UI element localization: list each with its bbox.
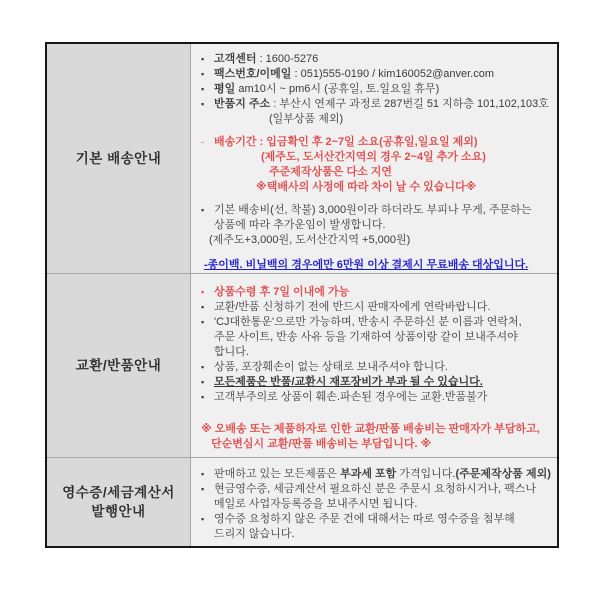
notice-line	[201, 233, 553, 248]
notice-line	[201, 97, 553, 112]
bullet-marker: ▪	[201, 84, 205, 94]
basic-shipping-row	[47, 44, 557, 273]
text-segment: 배송기간 : 입금확인 후 2~7일 소요(공휴일,일요일 제외)	[214, 136, 478, 148]
text-segment: : 1600-5276	[256, 53, 319, 65]
text-segment: 평일	[214, 83, 236, 95]
notice-line	[201, 67, 553, 82]
text-segment: 교환/반품 신청하기 전에 반드시 판매자에게 연락바랍니다.	[214, 301, 491, 313]
notice-line-text	[214, 360, 448, 375]
bullet-marker: ▪	[201, 287, 205, 297]
text-segment: (제주도, 도서산간지역의 경우 2~4일 추가 소요)	[261, 151, 486, 163]
bullet-marker: ▪	[201, 362, 205, 372]
text-segment: 합니다.	[214, 346, 249, 358]
notice-line-text	[204, 258, 528, 273]
notice-line-text	[214, 135, 478, 150]
notice-line-text	[269, 165, 392, 180]
text-segment: 영수증 요청하지 않은 주문 건에 대해서는 따로 영수증을 첨부해	[214, 513, 515, 525]
bullet-marker: ▪	[201, 377, 205, 387]
text-segment: -종이백. 비닐백의 경우에만 6만원 이상 결제시 무료배송 대상입니다.	[204, 259, 529, 271]
notice-line	[201, 467, 553, 482]
text-segment: (일부상품 제외)	[269, 113, 344, 125]
row-content-cell	[191, 44, 557, 273]
notice-line	[201, 345, 553, 360]
notice-line-text	[214, 467, 551, 482]
notice-line	[201, 512, 553, 527]
notice-line	[201, 82, 553, 97]
row-label-text: 영수증/세금계산서	[62, 485, 175, 500]
receipt-tax-row	[47, 457, 557, 546]
notice-line-text	[269, 112, 343, 127]
notice-line-text	[214, 218, 386, 233]
notice-line-text	[214, 315, 522, 330]
bullet-marker: ▪	[201, 302, 205, 312]
text-segment: ※ 오배송 또는 제품하자로 인한 교환/판품 배송비는 판매자가 부담하고,	[201, 423, 540, 435]
notice-line-text	[214, 203, 531, 218]
text-segment: 고객센터	[214, 53, 257, 65]
notice-line	[201, 437, 553, 452]
text-segment: 상품수령 후 7일 이내에 가능	[214, 286, 350, 298]
text-segment: 현금영수증, 세금계산서 필요하신 분은 주문시 요청하시거나, 팩스나	[214, 483, 536, 495]
notice-line-text	[214, 67, 494, 82]
notice-line	[201, 258, 553, 273]
bullet-marker: -	[201, 137, 204, 147]
text-segment: 상품, 포장훼손이 없는 상태로 보내주셔야 합니다.	[214, 361, 448, 373]
text-segment: 판매하고 있는 모든제품은	[214, 468, 341, 480]
text-segment: 모든제품은 반품/교환시 재포장비가 부과 될 수 있습니다.	[214, 376, 483, 388]
notice-line	[201, 315, 553, 330]
row-label-cell	[47, 458, 191, 546]
bullet-marker: ▪	[201, 317, 205, 327]
bullet-marker: ▪	[201, 205, 205, 215]
notice-line-text	[214, 497, 418, 512]
notice-line-text	[214, 375, 483, 390]
row-label-text: 기본 배송안내	[75, 151, 162, 166]
notice-line	[201, 497, 553, 512]
row-content-cell	[191, 274, 557, 457]
bullet-marker: ▪	[201, 469, 205, 479]
notice-line	[201, 390, 553, 405]
notice-line	[201, 482, 553, 497]
notice-line	[201, 165, 553, 180]
notice-line-text	[214, 345, 249, 360]
shipping-info-table	[45, 42, 559, 548]
text-segment: 단순변심시 교환/판품 배송비는 부담입니다. ※	[211, 438, 432, 450]
notice-line	[201, 112, 553, 127]
row-label-cell	[47, 274, 191, 457]
bullet-marker: ▪	[201, 484, 205, 494]
text-segment: ※택배사의 사정에 따라 차이 날 수 있습니다※	[256, 181, 477, 193]
row-label-cell	[47, 44, 191, 273]
notice-line-text	[261, 150, 486, 165]
bullet-marker: ▪	[201, 69, 205, 79]
notice-line-text	[214, 285, 349, 300]
text-segment: am10시 ~ pm6시 (공휴일, 토.일요일 휴무)	[235, 83, 440, 95]
text-segment: 주준제작상품은 다소 지연	[269, 166, 392, 178]
text-segment: 'CJ대한통운'으로만 가능하며, 반송시 주문하신 분 이름과 연락처,	[214, 316, 522, 328]
notice-line-text	[214, 390, 487, 405]
bullet-marker: ▪	[201, 514, 205, 524]
notice-line-text	[211, 437, 431, 452]
text-segment: 가격입니다.	[396, 468, 456, 480]
notice-line-text	[214, 482, 536, 497]
notice-line-text	[201, 422, 540, 437]
bullet-marker: ▪	[201, 54, 205, 64]
text-segment: 드리지 않습니다.	[214, 528, 295, 540]
text-segment: (제주도+3,000원, 도서산간지역 +5,000원)	[209, 234, 411, 246]
notice-line	[201, 285, 553, 300]
notice-line	[201, 203, 553, 218]
row-label-text: 교환/반품안내	[75, 358, 162, 373]
text-segment: 메일로 사업자등록증을 보내주시면 됩니다.	[214, 498, 418, 510]
text-segment: 반품지 주소	[214, 98, 271, 110]
notice-line	[201, 300, 553, 315]
row-label-text: 발행안내	[91, 504, 146, 519]
text-segment: 부과세 포함	[340, 468, 397, 480]
row-content-cell	[191, 458, 557, 546]
notice-line-text	[256, 180, 476, 195]
notice-line-text	[214, 300, 490, 315]
text-segment: 팩스번호/이메일	[214, 68, 292, 80]
notice-line	[201, 150, 553, 165]
notice-line	[201, 527, 553, 542]
notice-line	[201, 422, 553, 437]
notice-line-text	[214, 82, 439, 97]
notice-line-text	[214, 52, 318, 67]
text-segment: 상품에 따라 추가운임이 발생합니다.	[214, 219, 386, 231]
notice-line	[201, 360, 553, 375]
text-segment: 고객부주의로 상품이 훼손.파손된 경우에는 교환.반품불가	[214, 391, 488, 403]
notice-line	[201, 375, 553, 390]
notice-line-text	[214, 330, 518, 345]
notice-line	[201, 52, 553, 67]
notice-line	[201, 180, 553, 195]
notice-line	[201, 135, 553, 150]
text-segment: : 부산시 연제구 과정로 287번길 51 지하층 101,102,103호	[270, 98, 549, 110]
text-segment: (주문제작상품 제외)	[455, 468, 551, 480]
bullet-marker: ▪	[201, 392, 205, 402]
text-segment: 주문 사이트, 반송 사유 등을 기재하여 상품이랑 같이 보내주셔야	[214, 331, 518, 343]
text-segment: : 051)555-0190 / kim160052@anver.com	[291, 68, 495, 80]
exchange-return-row	[47, 273, 557, 457]
bullet-marker: ▪	[201, 99, 205, 109]
notice-line-text	[214, 527, 295, 542]
notice-line	[201, 218, 553, 233]
notice-line-text	[209, 233, 410, 248]
notice-line	[201, 330, 553, 345]
notice-line-text	[214, 97, 549, 112]
notice-line-text	[214, 512, 515, 527]
text-segment: 기본 배송비(선, 착불) 3,000원이라 하더라도 부피나 무게, 주문하는	[214, 204, 532, 216]
